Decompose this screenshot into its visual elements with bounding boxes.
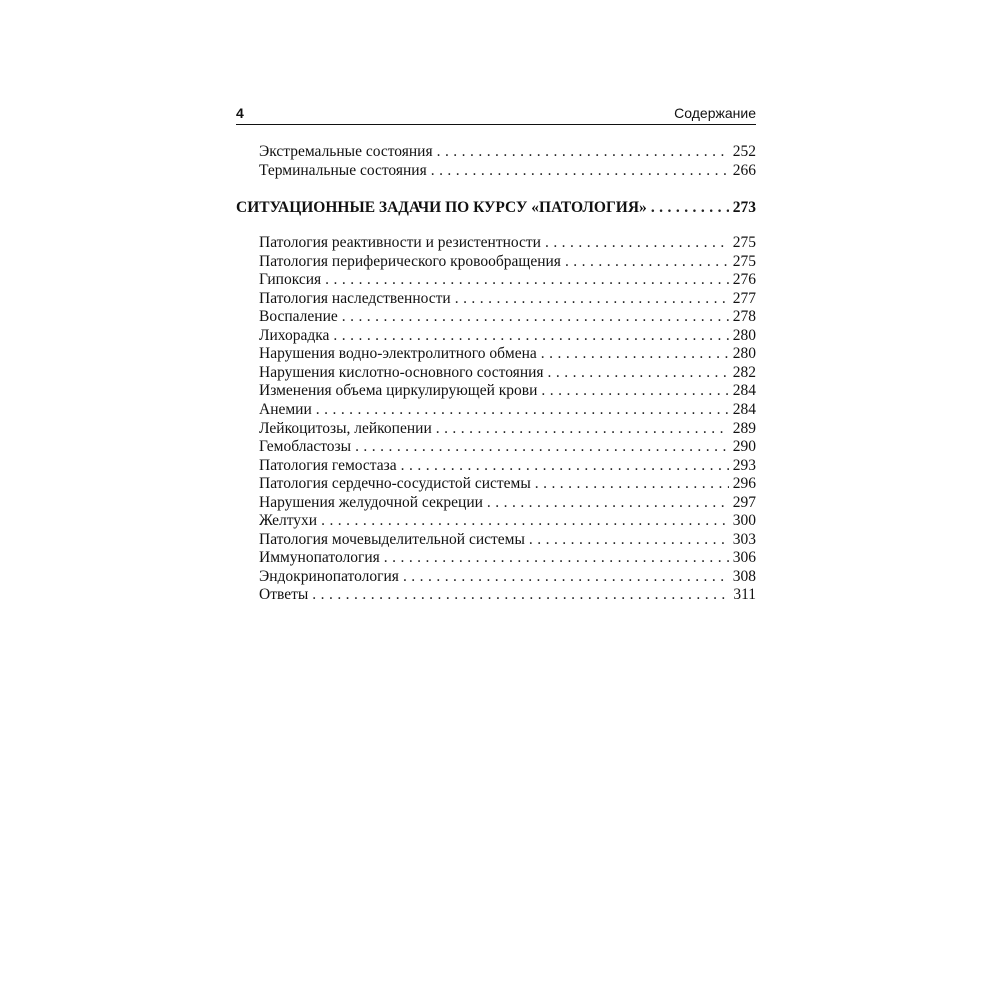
toc-entry-title: Патология мочевыделительной системы	[259, 530, 525, 548]
toc-entry-title: Экстремальные состояния	[259, 143, 433, 160]
toc-entry-title: Нарушения кислотно-основного состояния	[259, 363, 544, 381]
toc-entry	[259, 253, 756, 272]
toc-entry	[259, 457, 756, 476]
toc-entry-page: 311	[733, 586, 756, 604]
dot-leader	[401, 457, 729, 475]
toc-entry-title: Патология гемостаза	[259, 456, 397, 474]
toc-entry-page: 278	[732, 308, 756, 326]
toc-entry-title: Воспаление	[259, 308, 338, 326]
dot-leader	[541, 382, 728, 400]
dot-leader	[333, 327, 728, 345]
toc-entry	[259, 494, 756, 513]
chapter-heading	[236, 199, 756, 218]
toc-entry	[259, 438, 756, 457]
dot-leader	[529, 531, 729, 549]
toc-entry	[259, 475, 756, 494]
toc-entry-page: 303	[732, 530, 756, 548]
section-name: Содержание	[674, 105, 756, 121]
toc-entry-page: 275	[732, 252, 756, 270]
toc-entry-page: 280	[732, 345, 756, 363]
toc-entry-title: Ответы	[259, 586, 309, 604]
toc-entry-title: Терминальные состояния	[259, 162, 427, 179]
toc-entry-title: Патология сердечно-сосудистой системы	[259, 475, 531, 493]
toc-entry	[259, 401, 756, 420]
dot-leader	[355, 438, 729, 456]
toc-entry-page: 284	[732, 382, 756, 400]
toc-entry-page: 277	[732, 289, 756, 307]
dot-leader	[342, 308, 729, 326]
toc-entry-title: Патология периферического кровообращения	[259, 252, 561, 270]
toc-entry	[259, 382, 756, 401]
dot-leader	[384, 549, 729, 567]
dot-leader	[455, 290, 729, 308]
chapter-heading-title: СИТУАЦИОННЫЕ ЗАДАЧИ ПО КУРСУ «ПАТОЛОГИЯ»	[236, 199, 647, 216]
running-head	[236, 103, 756, 123]
toc-entry-page: 289	[732, 419, 756, 437]
dot-leader	[316, 401, 729, 419]
dot-leader	[431, 162, 729, 180]
chapter-heading-page: 273	[732, 199, 756, 216]
toc-entry-title: Гемобластозы	[259, 438, 352, 456]
toc-entry	[259, 308, 756, 327]
toc-entry-title: Анемии	[259, 400, 312, 418]
toc-entry-title: Лихорадка	[259, 326, 330, 344]
dot-leader	[312, 586, 729, 604]
toc-entry-page: 296	[732, 475, 756, 493]
toc-entry-title: Желтухи	[259, 512, 318, 530]
toc-entry-title: Иммунопатология	[259, 549, 380, 567]
dot-leader	[541, 345, 729, 363]
dot-leader	[325, 271, 729, 289]
toc-entry	[259, 290, 756, 309]
dot-leader	[651, 199, 729, 217]
dot-leader	[403, 568, 729, 586]
toc-entry	[259, 531, 756, 550]
dot-leader	[436, 420, 729, 438]
toc-entry-title: Гипоксия	[259, 271, 322, 289]
toc-entry-title: Патология наследственности	[259, 289, 451, 307]
toc-entry-page: 300	[732, 512, 756, 530]
toc-entry-page: 297	[732, 493, 756, 511]
dot-leader	[535, 475, 729, 493]
toc-entry-page: 266	[732, 162, 756, 179]
toc-entry-page: 252	[732, 143, 756, 160]
toc-entry	[259, 549, 756, 568]
toc-entry-page: 275	[732, 234, 756, 251]
toc-entry-page: 276	[732, 271, 756, 289]
toc-entry-page: 282	[732, 363, 756, 381]
toc-entry-page: 290	[732, 438, 756, 456]
dot-leader	[545, 234, 729, 252]
toc-entry-page: 293	[732, 456, 756, 474]
toc-entry-title: Патология реактивности и резистентности	[259, 234, 541, 251]
dot-leader	[548, 364, 729, 382]
toc-entry-page: 284	[732, 400, 756, 418]
toc-entry	[259, 327, 756, 346]
dot-leader	[487, 494, 729, 512]
toc-entry-page: 308	[732, 567, 756, 585]
toc-entry-page: 280	[732, 326, 756, 344]
toc-entry	[259, 420, 756, 439]
page-number: 4	[236, 105, 244, 121]
toc-entry	[259, 143, 756, 162]
toc-entry	[259, 234, 756, 253]
header-rule	[236, 124, 756, 125]
toc-entry-page: 306	[732, 549, 756, 567]
toc-entry-title: Лейкоцитозы, лейкопении	[259, 419, 432, 437]
toc-entry-title: Нарушения водно-электролитного обмена	[259, 345, 537, 363]
toc-entry	[259, 586, 756, 605]
dot-leader	[321, 512, 729, 530]
dot-leader	[437, 143, 729, 161]
toc-entry	[259, 162, 756, 181]
toc-entry	[259, 568, 756, 587]
toc-entry	[259, 364, 756, 383]
toc-entry	[259, 271, 756, 290]
toc-entry	[259, 512, 756, 531]
toc-entry	[259, 345, 756, 364]
dot-leader	[565, 253, 729, 271]
toc-entry-title: Нарушения желудочной секреции	[259, 493, 483, 511]
toc-entry-title: Изменения объема циркулирующей крови	[259, 382, 538, 400]
toc-entry-title: Эндокринопатология	[259, 567, 399, 585]
